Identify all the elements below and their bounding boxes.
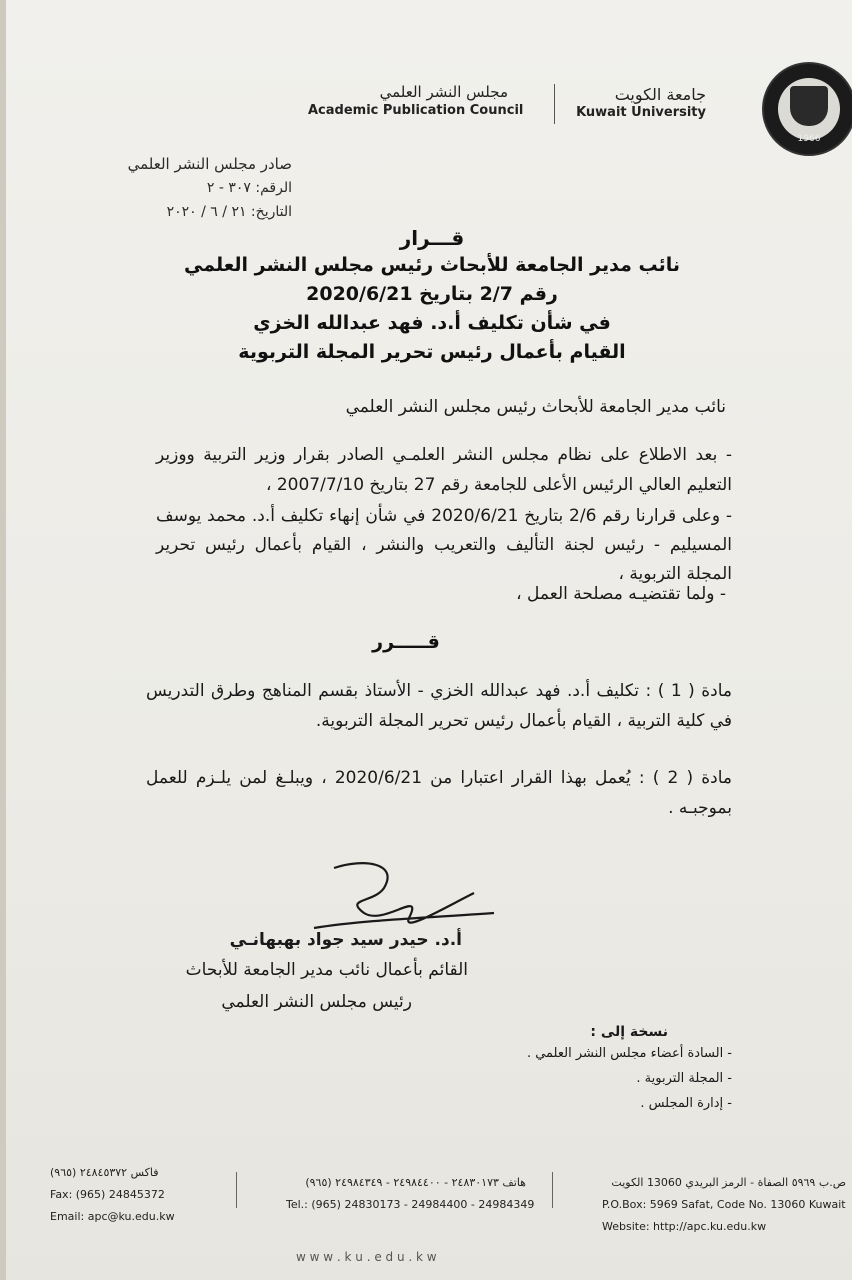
logo-year: 1966 [797, 134, 821, 144]
stamp-date: التاريخ: ٢١ / ٦ / ٢٠٢٠ [166, 204, 292, 220]
kuwait-university-arabic: جامعة الكويت [614, 85, 706, 104]
body-intro: نائب مدير الجامعة للأبحاث رئيس مجلس النشر العلمي [345, 397, 726, 417]
copy-recipient-1: - السادة أعضاء مجلس النشر العلمي . [526, 1046, 732, 1061]
decision-subject-role: القيام بأعمال رئيس تحرير المجلة التربوية [238, 341, 626, 363]
issuer-title: نائب مدير الجامعة للأبحاث رئيس مجلس النشر العلمي [183, 254, 680, 276]
clause-1: - بعد الاطلاع على نظام مجلس النشر العلمـي الصادر بقرار وزير التربية ووزير التعليم العالي الرئيس الأعلى للجامعة رقم 27 بتاريخ 2007/7/10 ، [156, 445, 732, 495]
kuwait-university-english: Kuwait University [576, 105, 706, 120]
header-divider [554, 84, 555, 124]
footer-divider [552, 1172, 553, 1208]
article-2: مادة ( 2 ) : يُعمل بهذا القرار اعتبارا من 2020/6/21 ، ويبلـغ لمن يلـزم للعمل بموجبـه . [146, 768, 732, 818]
stamp-issued: صادر مجلس النشر العلمي [127, 155, 292, 173]
signatory-name: أ.د. حيدر سيد جواد بهبهانـي [229, 930, 462, 950]
footer-fax-english: Fax: (965) 24845372 [50, 1188, 165, 1201]
decided-heading: قـــــرر [372, 631, 440, 653]
footer-address-arabic: ص.ب ٥٩٦٩ الصفاة - الرمز البريدي 13060 الكويت [611, 1176, 846, 1189]
article-1: مادة ( 1 ) : تكليف أ.د. فهد عبدالله الخزي - الأستاذ بقسم المناهج وطرق التدريس في كلية التربية ، القيام بأعمال رئيس تحرير المجلة التربوية. [146, 681, 732, 731]
footer-website: Website: http://apc.ku.edu.kw [602, 1220, 767, 1233]
outgoing-stamp [62, 152, 292, 224]
council-name-arabic: مجلس النشر العلمي [379, 83, 508, 101]
clause-3: - ولما تقتضيـه مصلحة العمل ، [516, 584, 726, 604]
signatory-role-1: القائم بأعمال نائب مدير الجامعة للأبحاث [185, 960, 468, 980]
document-page [6, 0, 852, 1280]
footer-fax-arabic: فاكس ٢٤٨٤٥٣٧٢ (٩٦٥) [50, 1166, 159, 1179]
university-seal-icon [762, 62, 852, 156]
decision-heading: قـــرار [399, 226, 465, 250]
council-name-english: Academic Publication Council [308, 103, 524, 118]
stamp-number: الرقم: ٣٠٧ - ٢ [206, 180, 292, 196]
copies-title: نسخة إلى : [590, 1024, 668, 1040]
copy-recipient-3: - إدارة المجلس . [640, 1096, 732, 1111]
decision-subject: في شأن تكليف أ.د. فهد عبدالله الخزي [253, 312, 611, 334]
footer-phone-arabic: هاتف ٢٤٨٣٠١٧٣ - ٢٤٩٨٤٤٠٠ - ٢٤٩٨٤٣٤٩ (٩٦٥) [305, 1176, 526, 1189]
footer-email: Email: apc@ku.edu.kw [50, 1210, 175, 1223]
signatory-role-2: رئيس مجلس النشر العلمي [221, 992, 412, 1012]
copy-recipient-2: - المجلة التربوية . [636, 1071, 732, 1086]
footer-address-english: P.O.Box: 5969 Safat, Code No. 13060 Kuwait [602, 1198, 846, 1211]
footer-divider [236, 1172, 237, 1208]
clause-2: - وعلى قرارنا رقم 2/6 بتاريخ 2020/6/21 في شأن إنهاء تكليف أ.د. محمد يوسف المسيليم - رئيس لجنة التأليف والتعريب والنشر ، القيام بأعمال رئيس تحرير المجلة التربوية ، [156, 506, 733, 584]
footer-phone-english: Tel.: (965) 24830173 - 24984400 - 24984349 [286, 1198, 535, 1211]
footer-web-address: w w w . k u . e d u . k w [296, 1250, 437, 1264]
decision-number: رقم 2/7 بتاريخ 2020/6/21 [306, 283, 558, 305]
